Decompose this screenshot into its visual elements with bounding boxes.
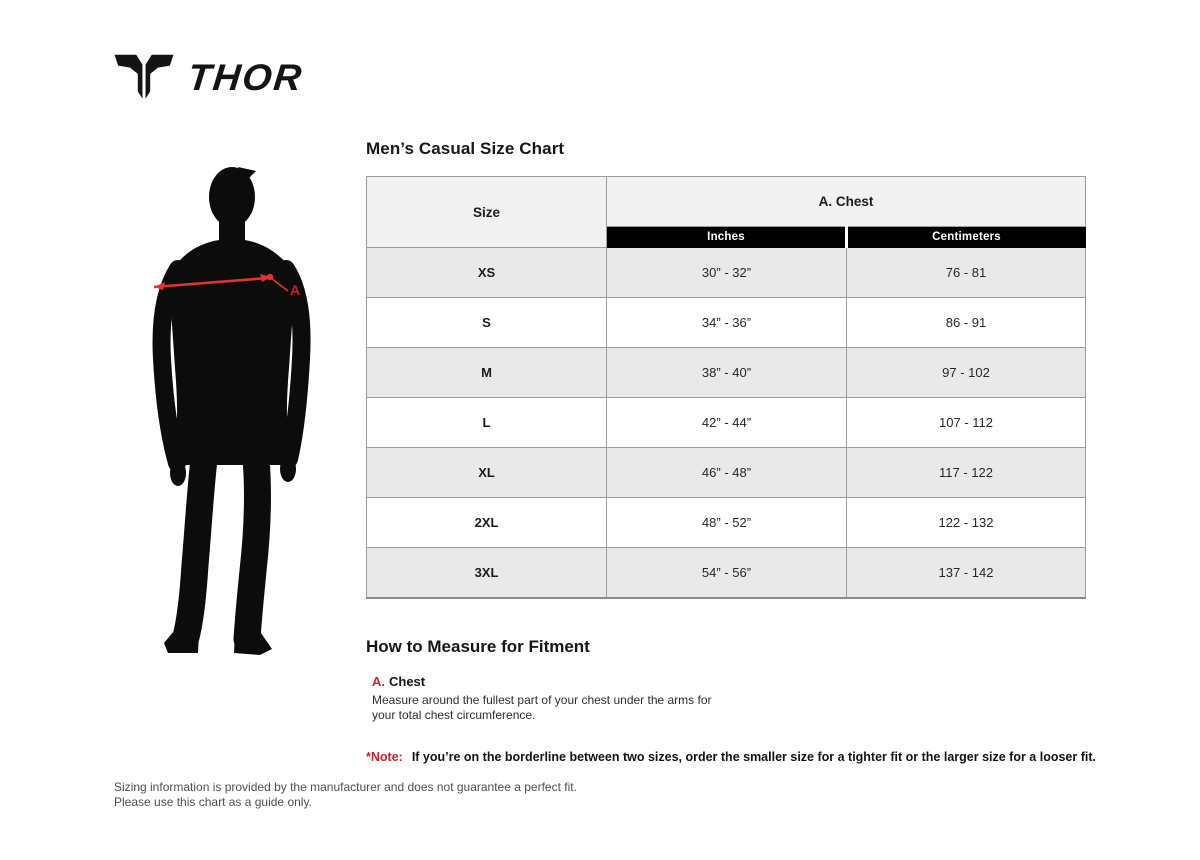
table-row-m xyxy=(367,348,1086,398)
male-silhouette-figure xyxy=(140,163,320,663)
page-title: Men’s Casual Size Chart xyxy=(366,139,565,158)
note-label: *Note: xyxy=(366,750,403,764)
size-label: 3XL xyxy=(367,548,607,598)
size-label: L xyxy=(367,398,607,448)
column-header-chest: A. Chest xyxy=(607,177,1086,227)
cm-value: 117 - 122 xyxy=(847,448,1086,498)
table-row-3xl xyxy=(367,548,1086,598)
size-label: 2XL xyxy=(367,498,607,548)
measure-item-key: A. xyxy=(372,674,385,689)
cm-value: 86 - 91 xyxy=(847,298,1086,348)
note-text: If you’re on the borderline between two sizes, order the smaller size for a tighter fit or the larger size for a looser fit. xyxy=(411,750,1096,764)
table-row-s xyxy=(367,298,1086,348)
table-row-2xl xyxy=(367,498,1086,548)
inches-value: 46” - 48” xyxy=(607,448,847,498)
inches-value: 54” - 56” xyxy=(607,548,847,598)
measure-item-name: Chest xyxy=(389,674,426,689)
column-header-size: Size xyxy=(367,177,607,248)
inches-value: 48” - 52” xyxy=(607,498,847,548)
inches-value: 30” - 32” xyxy=(607,248,847,298)
table-row-l xyxy=(367,398,1086,448)
size-label: M xyxy=(367,348,607,398)
subheader-centimeters: Centimeters xyxy=(847,227,1086,248)
measure-item-chest xyxy=(372,674,425,689)
silhouette-graphic xyxy=(140,163,320,663)
size-label: XL xyxy=(367,448,607,498)
size-label: S xyxy=(367,298,607,348)
inches-value: 38” - 40” xyxy=(607,348,847,398)
how-to-measure-heading: How to Measure for Fitment xyxy=(366,637,590,656)
size-label: XS xyxy=(367,248,607,298)
cm-value: 107 - 112 xyxy=(847,398,1086,448)
thor-horns-icon xyxy=(113,52,175,104)
subheader-inches: Inches xyxy=(607,227,847,248)
cm-value: 137 - 142 xyxy=(847,548,1086,598)
footer-disclaimer xyxy=(114,780,577,811)
table-row-xl xyxy=(367,448,1086,498)
chest-marker-label: A xyxy=(290,282,301,298)
sizing-note xyxy=(366,750,1096,764)
cm-value: 97 - 102 xyxy=(847,348,1086,398)
brand-logo xyxy=(113,52,306,104)
cm-value: 76 - 81 xyxy=(847,248,1086,298)
footer-line-1: Sizing information is provided by the manufacturer and does not guarantee a perfect fit. xyxy=(114,780,577,794)
size-chart-table xyxy=(366,176,1086,599)
table-row-xs xyxy=(367,248,1086,298)
footer-line-2: Please use this chart as a guide only. xyxy=(114,795,312,810)
brand-wordmark: THOR xyxy=(185,57,306,98)
table-header-row xyxy=(367,177,1086,227)
inches-value: 34” - 36” xyxy=(607,298,847,348)
measure-item-description: Measure around the fullest part of your chest under the arms for your total chest circumference. xyxy=(372,693,712,723)
inches-value: 42” - 44” xyxy=(607,398,847,448)
cm-value: 122 - 132 xyxy=(847,498,1086,548)
